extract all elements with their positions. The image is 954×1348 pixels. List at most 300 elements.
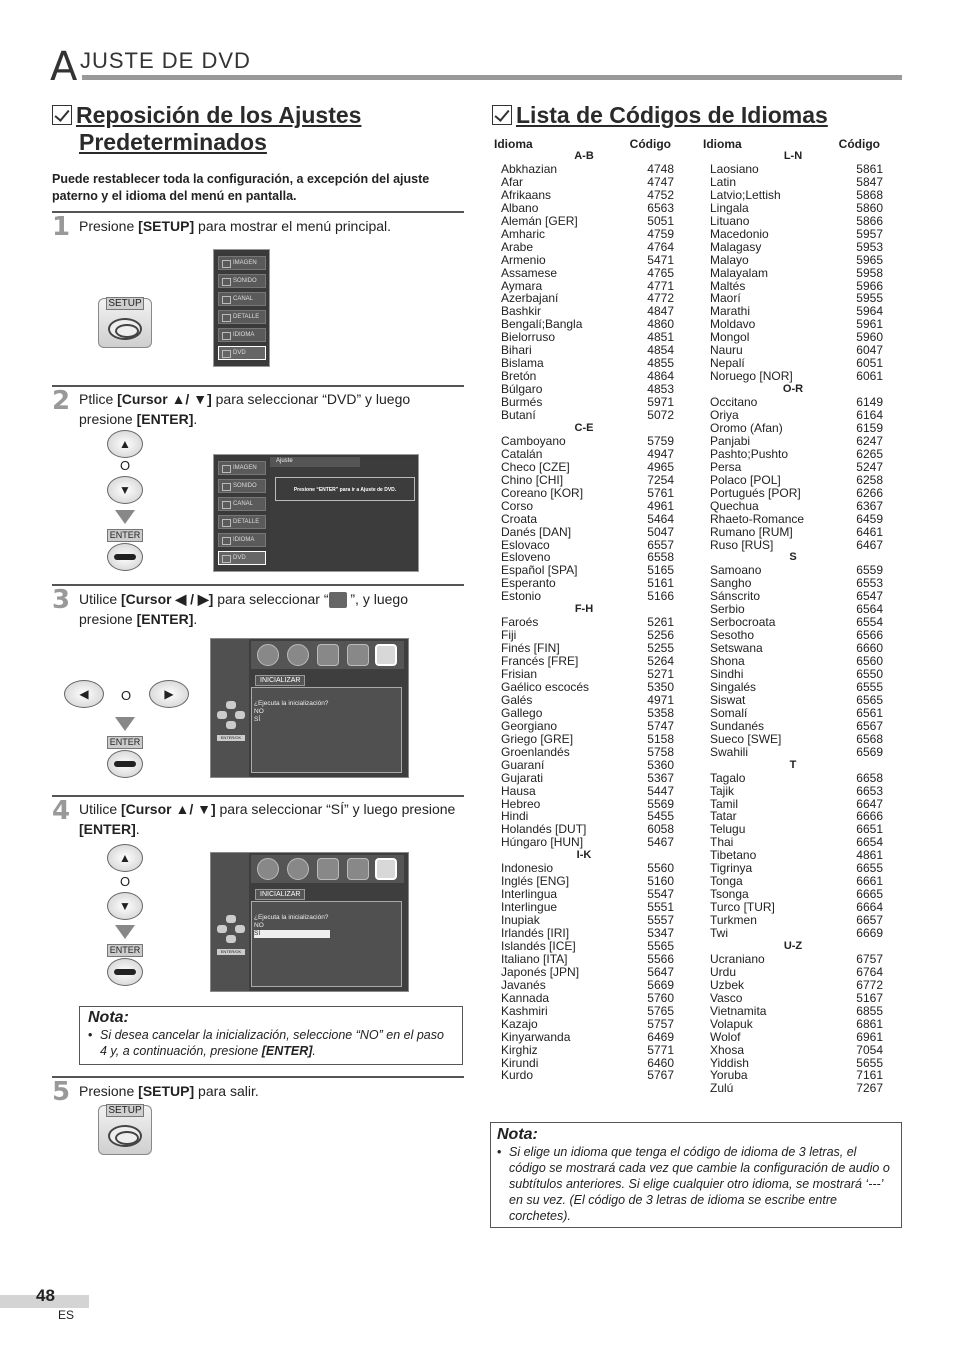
language-code: 4855 — [647, 356, 674, 371]
language-name: Javanés — [501, 977, 546, 992]
language-name: Japonés [JPN] — [501, 964, 580, 979]
language-code: 6558 — [647, 550, 674, 565]
language-row — [703, 785, 883, 798]
language-name: Georgiano — [501, 718, 558, 733]
language-name: Twi — [710, 926, 728, 940]
language-code: 5765 — [647, 1003, 674, 1018]
language-name: Rhaeto-Romance — [710, 511, 805, 526]
language-name: Azerbajaní — [501, 291, 559, 306]
language-name: Macedonio — [710, 226, 769, 241]
language-name: Interlingue — [501, 900, 558, 915]
language-row — [703, 1082, 883, 1095]
language-code: 6660 — [856, 641, 883, 656]
language-code: 5072 — [647, 408, 674, 422]
language-code: 6247 — [856, 433, 883, 448]
language-name: Inupiak — [501, 913, 540, 928]
enter-label: ENTER — [107, 944, 143, 957]
step-divider — [52, 584, 464, 586]
checkbox-icon — [492, 105, 512, 125]
left-section-title — [52, 102, 472, 156]
language-name: Italiano [ITA] — [501, 951, 568, 966]
language-name: Maorí — [710, 291, 741, 306]
letter-group-header: L-N — [783, 150, 803, 162]
language-name: Laosiano — [710, 161, 759, 176]
language-name: Samoano — [710, 563, 762, 578]
language-row — [494, 409, 674, 422]
language-row — [494, 461, 674, 474]
settings-icon — [347, 644, 369, 666]
language-code: 7267 — [856, 1081, 883, 1096]
language-code: 5471 — [647, 252, 674, 267]
language-code: 5261 — [647, 615, 674, 630]
right-title: Lista de Códigos de Idiomas — [516, 102, 828, 128]
menu-item-idioma: IDIOMA — [218, 328, 266, 342]
menu-icon-bar — [251, 855, 404, 883]
language-code: 5847 — [856, 174, 883, 189]
step-divider — [52, 385, 464, 387]
language-name: Danés [DAN] — [501, 524, 572, 539]
language-name: Albano — [501, 200, 539, 215]
language-code: 6665 — [856, 887, 883, 902]
enter-button[interactable] — [107, 958, 143, 986]
step-number: 5 — [52, 1077, 71, 1107]
init-dialog — [251, 901, 402, 987]
setup-button[interactable] — [98, 298, 152, 348]
settings-icon — [347, 858, 369, 880]
language-row — [494, 1031, 674, 1044]
language-name: Xhosa — [710, 1042, 745, 1057]
language-code: 5165 — [647, 563, 674, 578]
step-divider — [52, 795, 464, 797]
speaker-icon — [287, 644, 309, 666]
language-name: Kazajo — [501, 1016, 538, 1031]
language-code: 6655 — [856, 861, 883, 876]
step2-text: Ptlice [Cursor ▲/ ▼] para seleccionar “DVD” y luego presione [ENTER]. — [79, 391, 411, 427]
language-row — [703, 448, 883, 461]
language-name: Bretón — [501, 369, 537, 384]
language-code: 5247 — [856, 459, 883, 474]
language-name: Francés [FRE] — [501, 654, 579, 669]
language-code: 5957 — [856, 226, 883, 241]
language-row — [494, 1069, 674, 1082]
main-menu-screen — [213, 249, 270, 367]
enter-label: ENTER — [107, 736, 143, 749]
language-code: 6647 — [856, 796, 883, 811]
language-code: 4764 — [647, 239, 674, 254]
language-name: Armenio — [501, 252, 546, 267]
language-name: Sueco [SWE] — [710, 731, 782, 746]
language-name: Gallego — [501, 705, 543, 720]
language-row — [494, 189, 674, 202]
language-name: Gaélico escocés — [501, 679, 590, 694]
language-name: Sundanés — [710, 718, 765, 733]
language-row — [494, 526, 674, 539]
init-tab: INICIALIZAR — [255, 675, 305, 686]
language-row — [703, 953, 883, 966]
language-code: 6560 — [856, 654, 883, 669]
cursor-down-button[interactable]: ▼ — [107, 892, 143, 920]
language-code: 4965 — [647, 459, 674, 474]
cursor-down-button[interactable]: ▼ — [107, 476, 143, 504]
language-code: 5569 — [647, 796, 674, 811]
language-code: 4847 — [647, 304, 674, 319]
language-name: Tatar — [710, 809, 737, 824]
enter-button[interactable] — [107, 543, 143, 571]
header-rule — [82, 75, 902, 80]
language-row — [494, 1005, 674, 1018]
language-name: Malayalam — [710, 265, 769, 280]
language-name: Tagalo — [710, 770, 746, 785]
language-name: Lingala — [710, 200, 749, 215]
init-menu-screen-si — [210, 852, 409, 992]
language-row — [703, 694, 883, 707]
language-code: 5464 — [647, 511, 674, 526]
language-row — [494, 241, 674, 254]
language-code: 6565 — [856, 692, 883, 707]
language-code: 6159 — [856, 420, 883, 435]
language-name: Afrikaans — [501, 187, 552, 202]
language-row — [703, 681, 883, 694]
language-name: Groenlandés — [501, 744, 570, 759]
language-code: 5557 — [647, 913, 674, 928]
language-row — [703, 202, 883, 215]
setup-button[interactable] — [98, 1105, 152, 1155]
step1-text: Presione [SETUP] para mostrar el menú principal. — [79, 218, 392, 234]
language-row — [494, 953, 674, 966]
language-code: 5953 — [856, 239, 883, 254]
language-code: 4752 — [647, 187, 674, 202]
language-row — [494, 176, 674, 189]
language-row — [494, 448, 674, 461]
nota-title: Nota: — [497, 1126, 538, 1143]
letter-group-header: C-E — [574, 421, 594, 434]
language-row — [494, 474, 674, 487]
language-name: Bielorruso — [501, 330, 556, 345]
language-code: 6557 — [647, 537, 674, 552]
language-name: Malagasy — [710, 239, 762, 254]
language-code: 6550 — [856, 667, 883, 681]
language-code: 5565 — [647, 938, 674, 953]
ajuste-tab: Ajuste — [270, 457, 360, 467]
language-code: 4759 — [647, 226, 674, 241]
language-code: 5966 — [856, 278, 883, 293]
ajuste-message: Presione “ENTER” para ir a Ajuste de DVD. — [275, 477, 415, 501]
language-code: 5160 — [647, 874, 674, 889]
dpad-icon — [217, 915, 245, 943]
language-code: 5167 — [856, 990, 883, 1005]
language-code: 7161 — [856, 1068, 883, 1083]
language-code: 5964 — [856, 304, 883, 319]
language-code: 4854 — [647, 343, 674, 358]
language-code: 4864 — [647, 369, 674, 384]
language-name: Kashmiri — [501, 1003, 548, 1018]
init-icon — [375, 644, 397, 666]
language-name: Kinyarwanda — [501, 1029, 571, 1044]
speaker-icon — [287, 858, 309, 880]
language-row — [703, 966, 883, 979]
language-code: 6566 — [856, 628, 883, 643]
language-name: Rumano [RUM] — [710, 524, 793, 539]
language-name: Portugués [POR] — [710, 485, 801, 500]
nota-item: • Si desea cancelar la inicialización, seleccione “NO” en el paso 4 y, a continuación, presione [ENTER]. — [88, 1027, 454, 1059]
language-row — [703, 474, 883, 487]
language-code: 6561 — [856, 705, 883, 720]
language-code: 5647 — [647, 964, 674, 979]
language-code: 5747 — [647, 718, 674, 733]
language-name: Yoruba — [710, 1068, 748, 1083]
language-name: Thai — [710, 835, 734, 850]
language-code: 5761 — [647, 485, 674, 500]
language-code: 6564 — [856, 602, 883, 617]
language-name: Faroés — [501, 615, 539, 630]
language-name: Tonga — [710, 874, 743, 889]
nota-item: • Si elige un idioma que tenga el código de idioma de 3 letras, el código se mostrará cada vez que cambie la configuración de audio o subtítulos anteriores. Si elige cualquier otro idioma, se mostrará ‘---’ en su vez. (El código de 3 letras de idioma se escribe entre corchetes). — [497, 1144, 895, 1224]
cursor-right-button[interactable]: ▶ — [149, 680, 189, 708]
language-row — [703, 1005, 883, 1018]
language-name: Afar — [501, 174, 524, 189]
ajuste-menu-screen — [213, 454, 419, 572]
language-code: 5771 — [647, 1042, 674, 1057]
language-code: 6654 — [856, 835, 883, 850]
lock-icon — [317, 858, 339, 880]
language-code: 5757 — [647, 1016, 674, 1031]
language-name: Checo [CZE] — [501, 459, 570, 474]
language-name: Setswana — [710, 641, 763, 656]
language-name: Serbio — [710, 602, 745, 617]
language-name: Hausa — [501, 783, 536, 798]
language-name: Turco [TUR] — [710, 900, 775, 915]
language-code: 4772 — [647, 291, 674, 306]
language-row — [703, 241, 883, 254]
enter-button[interactable] — [107, 750, 143, 778]
language-name: Esperanto — [501, 576, 556, 591]
language-code: 5866 — [856, 213, 883, 228]
language-code: 6258 — [856, 472, 883, 487]
init-dialog — [251, 687, 402, 773]
language-name: Urdu — [710, 964, 737, 979]
language-name: Tsonga — [710, 887, 749, 902]
language-row — [494, 759, 674, 772]
language-code: 6058 — [647, 822, 674, 837]
language-row — [494, 590, 674, 603]
language-name: Butaní — [501, 408, 536, 422]
language-code: 6661 — [856, 874, 883, 889]
cursor-up-button[interactable]: ▲ — [107, 430, 143, 458]
menu-item-sonido: SONIDO — [218, 274, 266, 288]
menu-item-dvd: DVD — [218, 346, 266, 360]
language-code: 6757 — [856, 951, 883, 966]
init-icon — [329, 592, 347, 608]
language-name: Noruego [NOR] — [710, 369, 793, 384]
step-number: 3 — [52, 585, 71, 615]
language-code: 6568 — [856, 731, 883, 746]
language-name: Guaraní — [501, 757, 545, 772]
language-name: Singalés — [710, 679, 757, 694]
language-name: Kannada — [501, 990, 550, 1005]
language-code: 4748 — [647, 161, 674, 176]
language-code: 5255 — [647, 641, 674, 656]
letter-group-header: T — [789, 758, 797, 771]
language-name: Bengalí;Bangla — [501, 317, 583, 332]
letter-group-header: S — [789, 551, 797, 564]
language-code: 6164 — [856, 408, 883, 422]
menu-item-detalle: DETALLE — [218, 515, 266, 529]
disc-icon — [257, 858, 279, 880]
language-row — [494, 746, 674, 759]
disc-icon — [257, 644, 279, 666]
language-row — [703, 254, 883, 267]
language-row — [494, 500, 674, 513]
language-code: 6547 — [856, 589, 883, 604]
language-name: Hindi — [501, 809, 529, 824]
language-name: Pashto;Pushto — [710, 446, 789, 461]
language-name: Oriya — [710, 408, 739, 422]
language-code: 6265 — [856, 446, 883, 461]
cursor-left-button[interactable]: ◀ — [64, 680, 104, 708]
language-code: 5971 — [647, 395, 674, 410]
language-row — [703, 267, 883, 280]
menu-item-detalle: DETALLE — [218, 310, 266, 324]
language-code: 4861 — [856, 848, 883, 863]
language-name: Indonesio — [501, 861, 554, 876]
language-code: 6061 — [856, 369, 883, 384]
language-code: 6669 — [856, 926, 883, 940]
language-code: 5955 — [856, 291, 883, 306]
init-question: ¿Ejecuta la inicialización? — [254, 700, 329, 707]
language-name: Griego [GRE] — [501, 731, 574, 746]
language-row — [703, 979, 883, 992]
language-name: Mongol — [710, 330, 750, 345]
or-text: O — [120, 458, 131, 473]
init-no-option: NO — [254, 922, 264, 929]
language-name: Bihari — [501, 343, 532, 358]
language-name: Corso — [501, 498, 534, 513]
language-name: Arabe — [501, 239, 534, 254]
language-code: 5860 — [856, 200, 883, 215]
language-row — [494, 785, 674, 798]
language-code: 5566 — [647, 951, 674, 966]
language-code: 6764 — [856, 964, 883, 979]
language-row — [494, 694, 674, 707]
language-code: 5961 — [856, 317, 883, 332]
language-code: 4765 — [647, 265, 674, 280]
col-header-idioma: Idioma — [703, 137, 742, 151]
enter-label: ENTER — [107, 529, 143, 542]
language-code: 5358 — [647, 705, 674, 720]
language-code: 6051 — [856, 356, 883, 371]
init-no-option: NO — [254, 708, 264, 715]
language-row — [703, 1044, 883, 1057]
language-name: Shona — [710, 654, 745, 669]
menu-item-dvd: DVD — [218, 551, 266, 565]
language-name: Zulú — [710, 1081, 734, 1096]
step-number: 2 — [52, 386, 71, 416]
language-row — [703, 992, 883, 1005]
language-code: 5760 — [647, 990, 674, 1005]
init-si-option: SÍ — [254, 716, 261, 723]
language-row — [494, 707, 674, 720]
language-row — [703, 526, 883, 539]
language-code: 6664 — [856, 900, 883, 915]
language-name: Somalí — [710, 705, 748, 720]
language-name: Persa — [710, 459, 742, 474]
language-code: 7254 — [647, 472, 674, 487]
language-row — [703, 215, 883, 228]
cursor-up-button[interactable]: ▲ — [107, 844, 143, 872]
language-row — [703, 707, 883, 720]
language-name: Sesotho — [710, 628, 755, 643]
language-code: 6554 — [856, 615, 883, 630]
letter-group-header: A-B — [574, 150, 594, 162]
language-code: 6555 — [856, 679, 883, 694]
language-code: 6467 — [856, 537, 883, 552]
language-name: Sangho — [710, 576, 752, 591]
language-code: 6563 — [647, 200, 674, 215]
language-code: 6658 — [856, 770, 883, 785]
language-row — [494, 215, 674, 228]
language-code: 6459 — [856, 511, 883, 526]
nota-box-left — [79, 1006, 463, 1065]
language-name: Inglés [ENG] — [501, 874, 570, 889]
language-name: Assamese — [501, 265, 558, 280]
language-name: Hebreo — [501, 796, 541, 811]
language-code: 4947 — [647, 446, 674, 461]
language-row — [494, 513, 674, 526]
language-code: 5759 — [647, 433, 674, 448]
arrow-down-icon — [115, 717, 135, 731]
setup-label: SETUP — [106, 297, 144, 310]
language-code: 5758 — [647, 744, 674, 759]
enter-ok-label: ENTER/OK — [217, 735, 245, 741]
language-code: 5264 — [647, 654, 674, 669]
language-name: Abkhazian — [501, 161, 558, 176]
language-code: 6855 — [856, 1003, 883, 1018]
language-name: Islandés [ICE] — [501, 938, 576, 953]
language-code: 5350 — [647, 679, 674, 694]
language-name: Galés — [501, 692, 533, 707]
letter-group-header: U-Z — [783, 939, 803, 952]
header-initial: A — [50, 44, 78, 90]
language-code: 6961 — [856, 1029, 883, 1044]
language-code: 5655 — [856, 1055, 883, 1070]
setup-label: SETUP — [106, 1104, 144, 1117]
language-row — [494, 772, 674, 785]
language-code: 6653 — [856, 783, 883, 798]
language-name: Lituano — [710, 213, 750, 228]
menu-icon-bar — [251, 641, 404, 669]
language-code: 5547 — [647, 887, 674, 902]
language-row — [494, 992, 674, 1005]
language-code: 5455 — [647, 809, 674, 824]
language-code: 5861 — [856, 161, 883, 176]
language-code: 6569 — [856, 744, 883, 759]
menu-item-canal: CANAL — [218, 497, 266, 511]
ajuste-panel — [270, 457, 417, 569]
step5-text: Presione [SETUP] para salir. — [79, 1083, 259, 1099]
arrow-down-icon — [115, 925, 135, 939]
language-name: Sánscrito — [710, 589, 761, 604]
language-row — [494, 681, 674, 694]
language-code: 5447 — [647, 783, 674, 798]
language-name: Kirundi — [501, 1055, 539, 1070]
language-name: Tamil — [710, 796, 739, 811]
menu-item-sonido: SONIDO — [218, 479, 266, 493]
language-row — [703, 487, 883, 500]
step4-text: Utilice [Cursor ▲/ ▼] para seleccionar “SÍ” y luego presione [ENTER]. — [79, 801, 456, 837]
language-name: Fiji — [501, 628, 517, 643]
language-row — [703, 539, 883, 552]
language-code: 5256 — [647, 628, 674, 643]
